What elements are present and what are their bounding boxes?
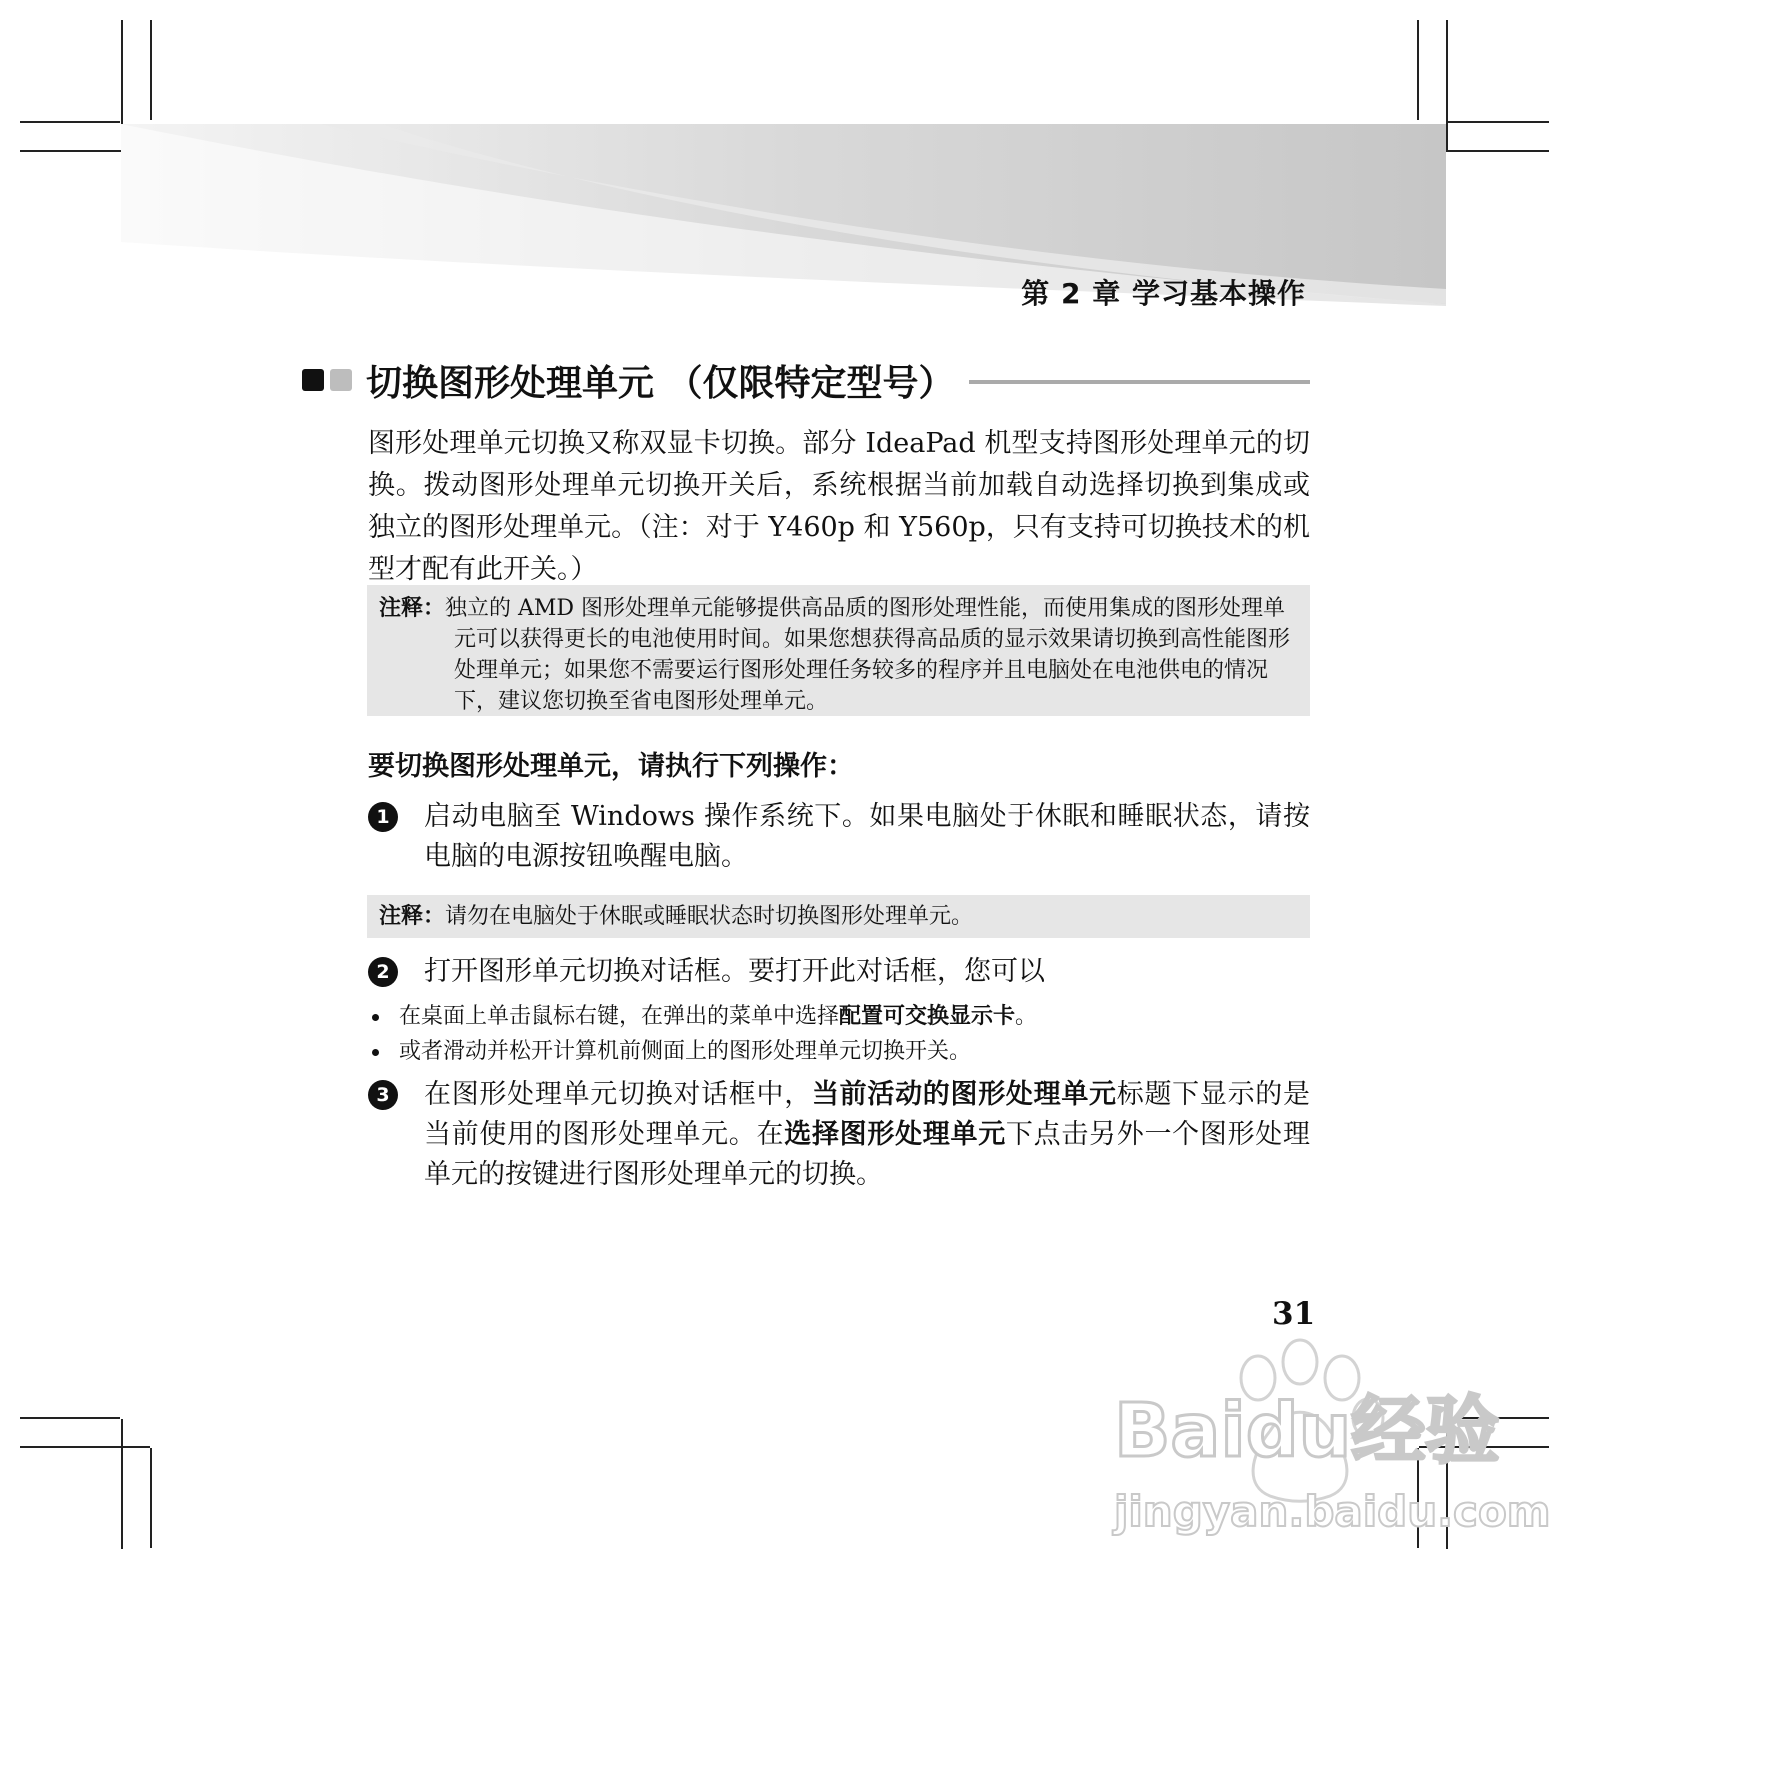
- section-title: [302, 352, 1310, 408]
- step-text-part: 下点击另外一个图形处理单元的按键进行图形处理单元的切换。: [424, 1119, 1311, 1190]
- bullet-emphasis: 配置可交换显示卡: [839, 1004, 1016, 1029]
- note-label: 注释：: [379, 904, 446, 929]
- step-text: [424, 1075, 1310, 1195]
- title-square-icon: [302, 369, 324, 391]
- crop-mark: [1417, 20, 1419, 120]
- bullet-icon: [372, 1014, 379, 1021]
- note-text: 请勿在电脑处于休眠或睡眠状态时切换图形处理单元。: [445, 904, 974, 929]
- bullet-icon: [372, 1049, 379, 1056]
- crop-mark: [1446, 20, 1448, 150]
- note-box: [367, 895, 1310, 938]
- note-body: [379, 593, 1300, 717]
- step-text: 打开图形单元切换对话框。要打开此对话框，您可以: [424, 956, 1045, 987]
- intro-paragraph: 图形处理单元切换又称双显卡切换。部分 IdeaPad 机型支持图形处理单元的切换。拨动图形处理单元切换开关后，系统根据当前加载自动选择切换到集成或独立的图形处理单元。（注：对于 Y460p 和 Y560p，只有支持可切换技术的机型才配有此开关。）: [368, 428, 1310, 585]
- bullet-text: 在桌面上单击鼠标右键，在弹出的菜单中选择: [399, 1004, 840, 1029]
- step-emphasis: 选择图形处理单元: [784, 1119, 1006, 1150]
- note-text: 独立的 AMD 图形处理单元能够提供高品质的图形处理性能，而使用集成的图形处理单元可以获得更长的电池使用时间。如果您想获得高品质的显示效果请切换到高性能图形处理单元；如果您不需要运行图形处理任务较多的程序并且电脑处在电池供电的情况下，建议您切换至省电图形处理单元。: [445, 596, 1291, 714]
- title-rule: [969, 380, 1310, 384]
- step-text-part: 在图形处理单元切换对话框中，: [424, 1079, 812, 1110]
- step-number-icon: 2: [368, 957, 398, 987]
- note-box: [367, 585, 1310, 716]
- step-text: 启动电脑至 Windows 操作系统下。如果电脑处于休眠和睡眠状态，请按电脑的电源按钮唤醒电脑。: [424, 801, 1310, 872]
- crop-mark: [121, 1419, 123, 1549]
- page-number: 31: [1272, 1296, 1316, 1332]
- step-emphasis: 当前活动的图形处理单元: [811, 1079, 1117, 1110]
- procedure-heading: 要切换图形处理单元，请执行下列操作：: [368, 751, 854, 782]
- step-3: [368, 1075, 1310, 1195]
- crop-mark: [150, 1448, 152, 1548]
- title-square-icon: [330, 369, 352, 391]
- step-1: [368, 797, 1310, 877]
- crop-mark: [20, 1417, 120, 1419]
- step-number-icon: 1: [368, 802, 398, 832]
- watermark-logo-text: Baidu经验: [1114, 1388, 1500, 1474]
- crop-mark: [1448, 121, 1549, 123]
- crop-mark: [150, 20, 152, 120]
- baidu-watermark-logo: [1110, 1336, 1551, 1616]
- crop-mark: [20, 1446, 150, 1448]
- bullet-suffix: 。: [1015, 1004, 1038, 1029]
- watermark-url-text: jingyan.baidu.com: [1114, 1487, 1551, 1536]
- chapter-header: 第 2 章 学习基本操作: [1021, 277, 1306, 310]
- bullet-text: 或者滑动并松开计算机前侧面上的图形处理单元切换开关。: [399, 1039, 972, 1064]
- step-text-part: 标题下显示的是当前使用的图形处理单元。在: [424, 1079, 1311, 1150]
- step-number-icon: 3: [368, 1080, 398, 1110]
- step-2: [368, 952, 1310, 992]
- list-item: [372, 1037, 971, 1067]
- note-label: 注释：: [379, 596, 446, 621]
- list-item: [372, 1002, 1037, 1032]
- section-title-text: 切换图形处理单元 （仅限特定型号）: [366, 362, 955, 404]
- crop-mark: [20, 121, 120, 123]
